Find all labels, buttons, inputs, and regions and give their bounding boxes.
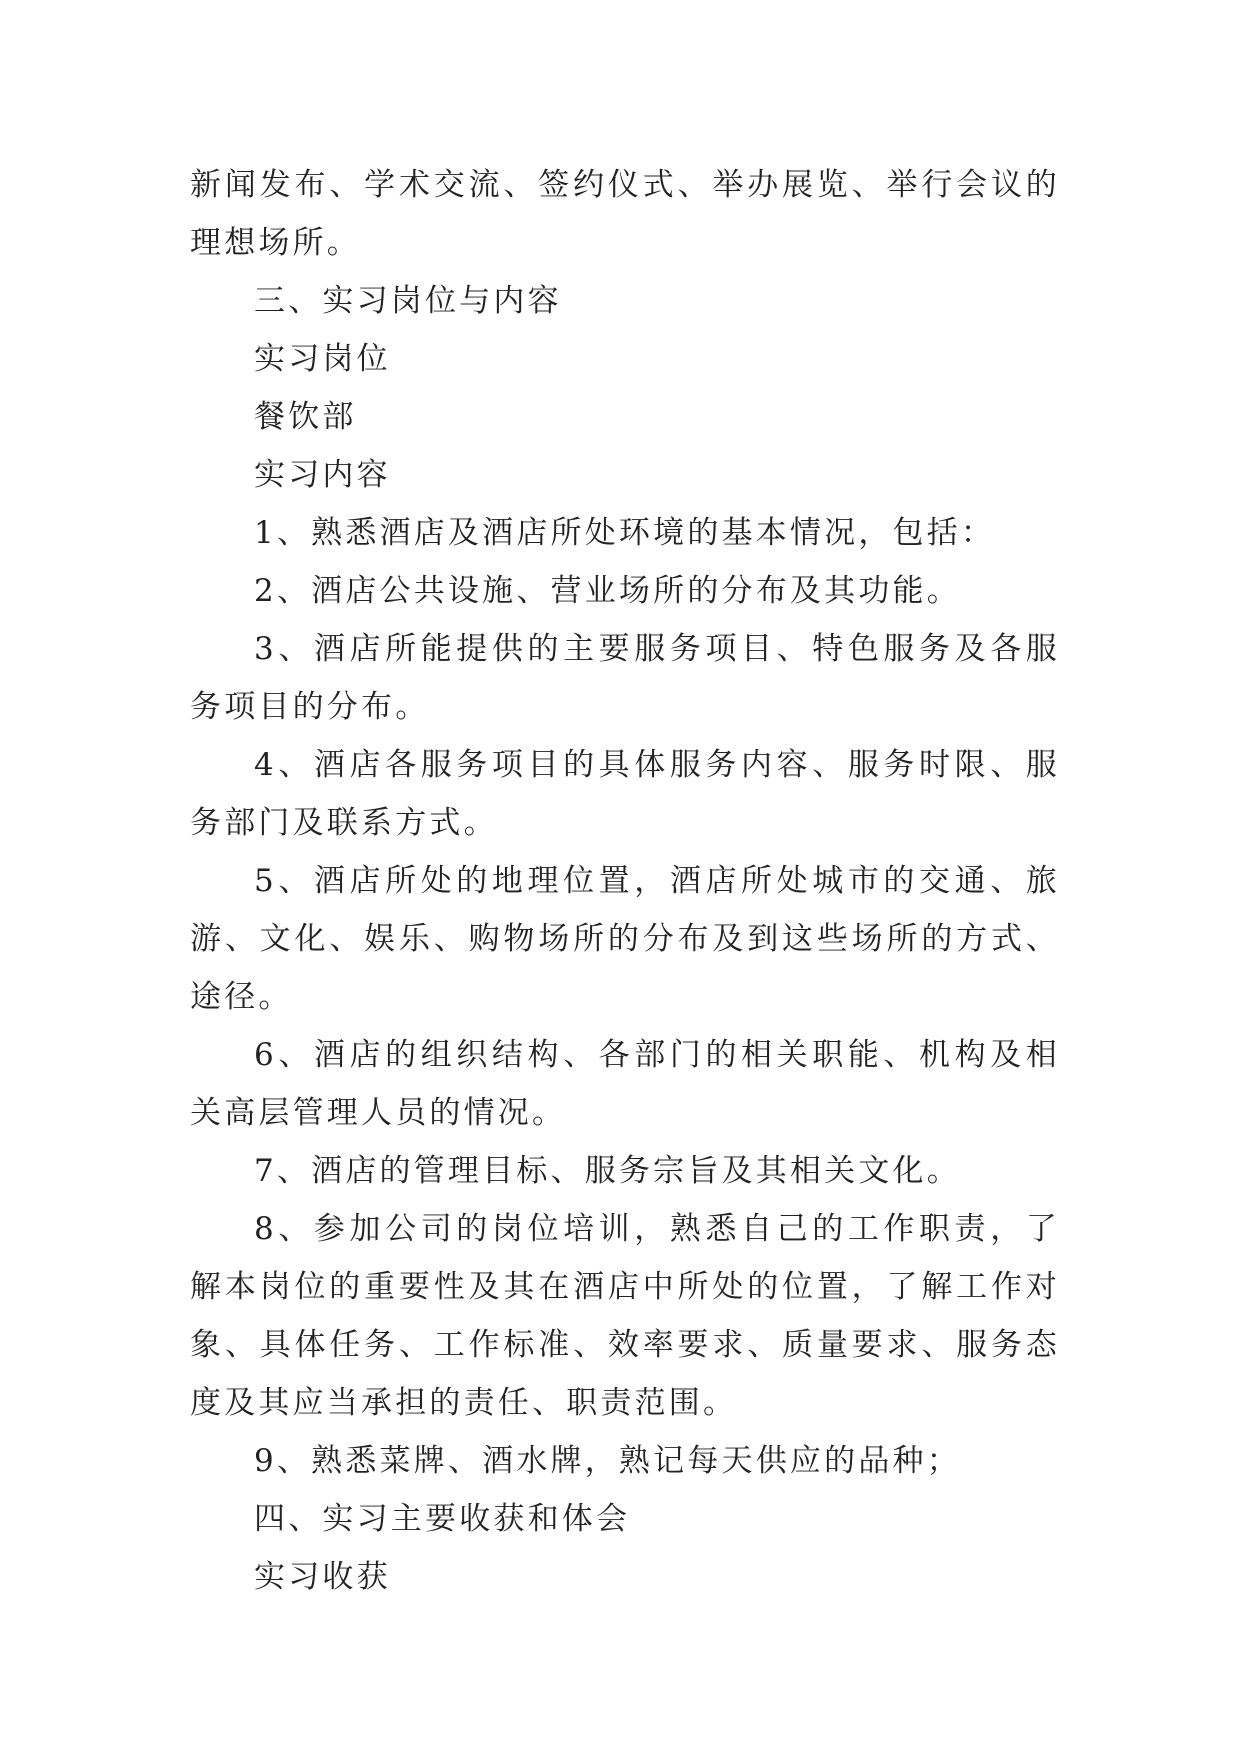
list-item-9: 9、熟悉菜牌、酒水牌，熟记每天供应的品种； xyxy=(254,1443,961,1479)
list-item-6: 6、酒店的组织结构、各部门的相关职能、机构及相关高层管理人员的情况。 xyxy=(190,1037,1060,1131)
paragraph-department: 餐饮部 xyxy=(254,399,357,435)
list-item-4: 4、酒店各服务项目的具体服务内容、服务时限、服务部门及联系方式。 xyxy=(190,747,1060,841)
document-body xyxy=(190,156,1060,1606)
list-item-3: 3、酒店所能提供的主要服务项目、特色服务及各服务项目的分布。 xyxy=(190,631,1060,725)
paragraph-venue-description: 新闻发布、学术交流、签约仪式、举办展览、举行会议的理想场所。 xyxy=(190,167,1060,261)
heading-internship-gains: 四、实习主要收获和体会 xyxy=(254,1501,631,1537)
subheading-internship-harvest: 实习收获 xyxy=(254,1559,391,1595)
heading-internship-position-content: 三、实习岗位与内容 xyxy=(254,283,562,319)
list-item-7: 7、酒店的管理目标、服务宗旨及其相关文化。 xyxy=(254,1153,961,1189)
list-item-2: 2、酒店公共设施、营业场所的分布及其功能。 xyxy=(254,573,961,609)
subheading-internship-position: 实习岗位 xyxy=(254,341,391,377)
list-item-1: 1、熟悉酒店及酒店所处环境的基本情况，包括： xyxy=(254,515,996,551)
subheading-internship-content: 实习内容 xyxy=(254,457,391,493)
list-item-8: 8、参加公司的岗位培训，熟悉自己的工作职责，了解本岗位的重要性及其在酒店中所处的位置，了解工作对象、具体任务、工作标准、效率要求、质量要求、服务态度及其应当承担的责任、职责范围。 xyxy=(190,1211,1060,1421)
list-item-5: 5、酒店所处的地理位置，酒店所处城市的交通、旅游、文化、娱乐、购物场所的分布及到这些场所的方式、途径。 xyxy=(190,863,1060,1015)
